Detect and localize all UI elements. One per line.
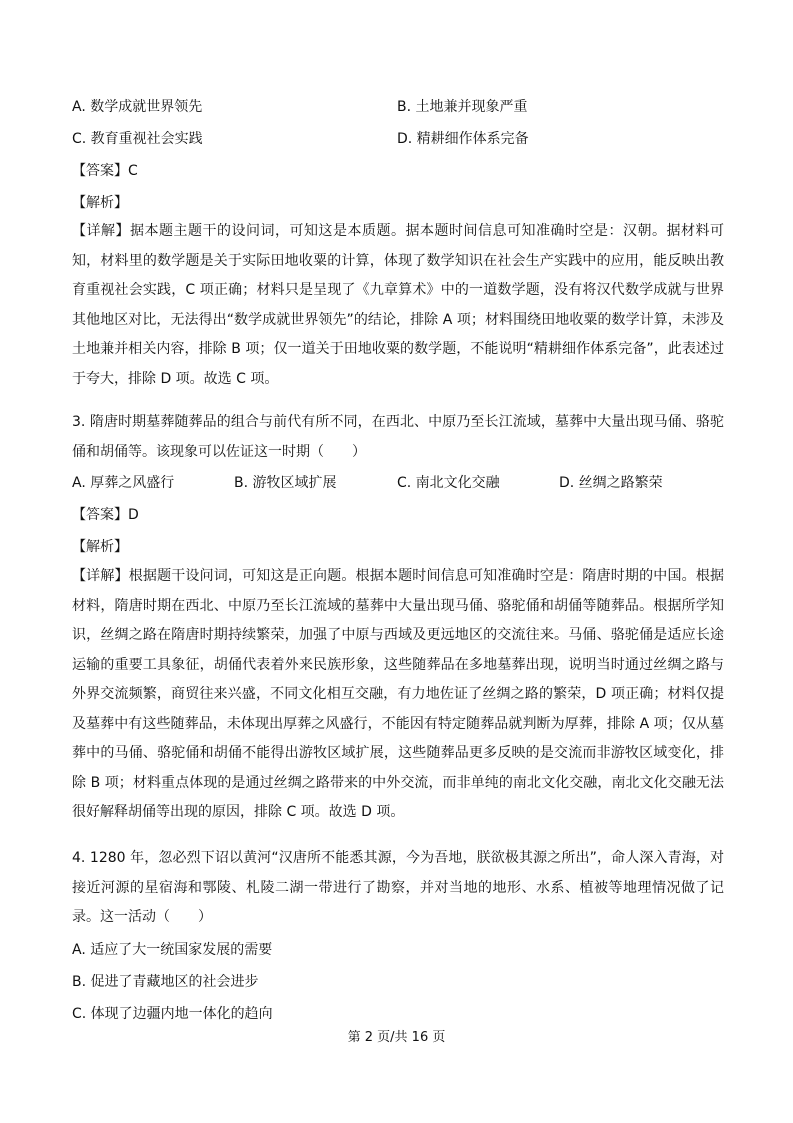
q3-stem: 3. 隋唐时期墓葬随葬品的组合与前代有所不同，在西北、中原乃至长江流域，墓葬中大量出现马俑、骆驼俑和胡俑等。该现象可以佐证这一时期（ ） — [72, 414, 724, 460]
q2-option-d: D. 精耕细作体系完备 — [397, 131, 529, 147]
q2-answer: 【答案】C — [72, 163, 138, 179]
q4-option-b: B. 促进了青藏地区的社会进步 — [72, 974, 259, 990]
q2-analysis-heading: 【解析】 — [72, 195, 128, 211]
q2-options-row-1 — [72, 96, 733, 118]
q2-option-b: B. 土地兼并现象严重 — [397, 99, 528, 115]
page-footer: 第 2 页/共 16 页 — [347, 1030, 446, 1045]
q4-option-c: C. 体现了边疆内地一体化的趋向 — [72, 1006, 273, 1022]
q3-option-b: B. 游牧区域扩展 — [234, 475, 337, 491]
q2-option-c: C. 教育重视社会实践 — [72, 131, 203, 147]
q4-option-a: A. 适应了大一统国家发展的需要 — [72, 942, 273, 958]
q3-option-c: C. 南北文化交融 — [397, 475, 500, 491]
q3-analysis-heading: 【解析】 — [72, 539, 128, 555]
q2-options-row-2 — [72, 128, 733, 150]
q3-options-row — [72, 472, 733, 494]
q2-detail: 【详解】据本题主题干的设问词，可知这是本质题。据本题时间信息可知准确时空是：汉朝。据材料可知，材料里的数学题是关于实际田地收粟的计算，体现了数学知识在社会生产实践中的应用，能反映出教育重视社会实践，C 项正确；材料只是呈现了《九章算术》中的一道数学题，没有将汉代数学成就与世界其他地区对比，无法得出“数学成就世界领先”的结论，排除 A 项；材料围绕田地收粟的数学计算，未涉及土地兼并相关内容，排除 B 项；仅一道关于田地收粟的数学题，不能说明“精耕细作体系完备”，此表述过于夸大，排除 D 项。故选 C 项。 — [72, 223, 724, 387]
q3-option-d: D. 丝绸之路繁荣 — [559, 475, 663, 491]
q4-stem: 4. 1280 年，忽必烈下诏以黄河“汉唐所不能悉其源，今为吾地，朕欲极其源之所出”，命人深入青海，对接近河源的星宿海和鄂陵、札陵二湖一带进行了勘察，并对当地的地形、水系、植被等地理情况做了记录。这一活动（ ） — [72, 850, 724, 925]
q3-option-a: A. 厚葬之风盛行 — [72, 475, 175, 491]
q2-option-a: A. 数学成就世界领先 — [72, 99, 203, 115]
q3-detail: 【详解】根据题干设问词，可知这是正向题。根据本题时间信息可知准确时空是：隋唐时期的中国。根据材料，隋唐时期在西北、中原乃至长江流域的墓葬中大量出现马俑、骆驼俑和胡俑等随葬品。根据所学知识，丝绸之路在隋唐时期持续繁荣，加强了中原与西域及更远地区的交流往来。马俑、骆驼俑是适应长途运输的重要工具象征，胡俑代表着外来民族形象，这些随葬品在多地墓葬出现，说明当时通过丝绸之路与外界交流频繁，商贸往来兴盛，不同文化相互交融，有力地佐证了丝绸之路的繁荣，D 项正确；材料仅提及墓葬中有这些随葬品，未体现出厚葬之风盛行，不能因有特定随葬品就判断为厚葬，排除 A 项；仅从墓葬中的马俑、骆驼俑和胡俑不能得出游牧区域扩展，这些随葬品更多反映的是交流而非游牧区域变化，排除 B 项；材料重点体现的是通过丝绸之路带来的中外交流，而非单纯的南北文化交融，南北文化交融无法很好解释胡俑等出现的原因，排除 C 项。故选 D 项。 — [72, 568, 724, 820]
q3-answer: 【答案】D — [72, 507, 139, 523]
